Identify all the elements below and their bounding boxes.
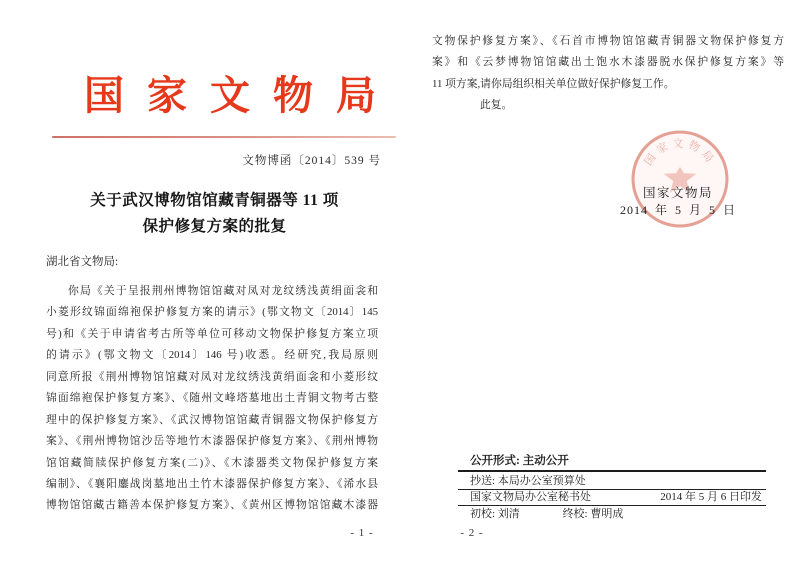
body-line: 编制》、《襄阳鏖战岗墓地出土竹木漆器保护修复方案》、《浠水县 (46, 477, 378, 490)
document-title-line1: 关于武汉博物馆馆藏青铜器等 11 项 (90, 192, 339, 209)
body-line: 博物馆馆藏古籍善本保护修复方案》、《黄州区博物馆馆藏木漆器 (46, 499, 378, 512)
publicity-row: 公开形式: 主动公开 (458, 452, 766, 472)
body-line: 11 项方案,请你局组织相关单位做好保护修复工作。 (432, 77, 675, 90)
signer-agency-name: 国家文物局 (642, 186, 713, 200)
final-proofreader: 终校: 曹明成 (562, 507, 624, 520)
issuance-info-table (458, 452, 766, 523)
seal-arc-text: 国家文物局 (642, 138, 718, 168)
body-line: 案》和《云梦博物馆馆藏出土饱水木漆器脱水保护修复方案》等 (432, 56, 784, 69)
body-line: 理中的保护修复方案》、《武汉博物馆馆藏青铜器文物保护修复方 (46, 413, 378, 426)
body-line: 馆馆藏简牍保护修复方案(二)》、《木漆器类文物保护修复方案 (46, 456, 378, 469)
issuer-office: 国家文物局办公室秘书处 (470, 491, 591, 503)
body-line: 你局《关于呈报荆州博物馆馆藏对凤对龙纹绣浅黄绢面衾和 (68, 285, 378, 297)
official-seal-stamp (612, 112, 748, 248)
page2-number: - 2 - (460, 527, 484, 539)
closing-line: 此复。 (480, 99, 513, 112)
first-proofreader: 初校: 刘清 (470, 507, 520, 520)
signature-date: 2014 年 5 月 5 日 (619, 203, 736, 217)
page1-body (46, 281, 378, 517)
letterhead-divider (52, 136, 396, 138)
body-line: 的请示》(鄂文物文〔2014〕146 号)收悉。经研究,我局原则 (46, 349, 378, 362)
body-line: 号)和《关于申请省考古所等单位可移动文物保护修复方案立项 (46, 327, 378, 340)
proofreaders-row (458, 506, 766, 523)
document-title-line2: 保护修复方案的批复 (142, 218, 287, 235)
issuer-row (458, 490, 766, 506)
body-line: 案》、《荆州博物馆沙岳等地竹木漆器保护修复方案》、《荆州博物 (46, 435, 378, 448)
document-title (47, 188, 382, 240)
copy-to-row: 抄送: 本局办公室预算处 (458, 472, 766, 490)
body-line: 小菱形纹锦面绵袍保护修复方案的请示》(鄂文物文〔2014〕145 (46, 306, 378, 319)
page2-body (432, 31, 784, 117)
print-date: 2014 年 5 月 6 日印发 (660, 491, 762, 503)
agency-letterhead: 国家文物局 (84, 73, 399, 118)
recipient-line: 湖北省文物局: (46, 256, 119, 268)
page1-number: - 1 - (350, 527, 374, 539)
document-reference-number: 文物博函〔2014〕539 号 (242, 155, 381, 167)
body-line: 文物保护修复方案》、《石首市博物馆馆藏青铜器文物保护修复方 (432, 35, 784, 47)
body-line: 同意所报《荆州博物馆馆藏对凤对龙纹绣浅黄绢面衾和小菱形纹 (46, 370, 378, 383)
body-line: 锦面绵袍保护修复方案》、《随州文峰塔墓地出土青铜文物考古整 (46, 392, 378, 405)
